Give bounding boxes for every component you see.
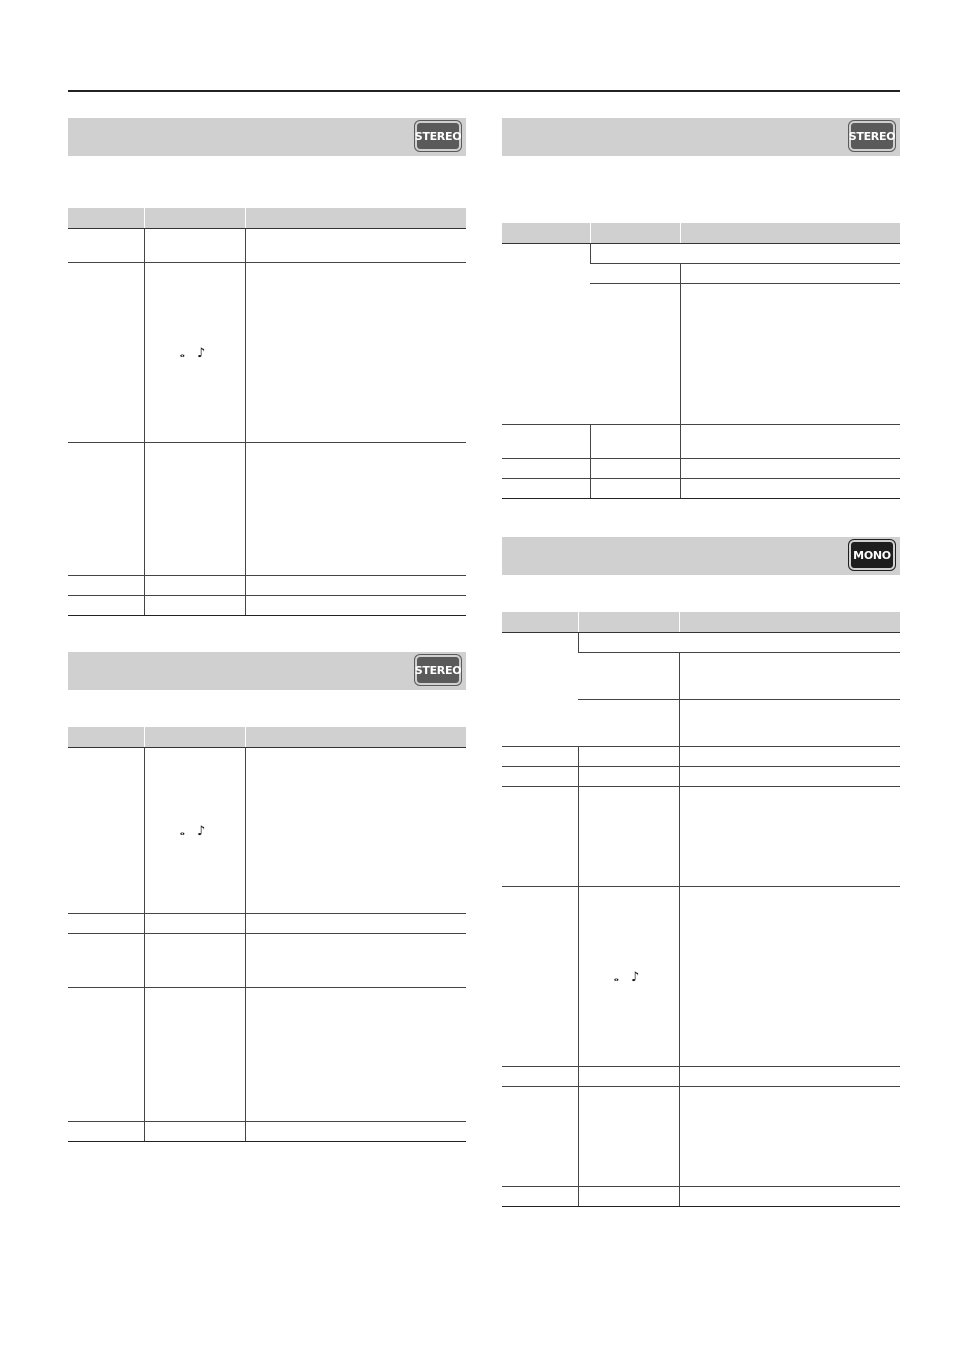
table-row xyxy=(502,1187,900,1207)
table-row xyxy=(68,748,466,914)
note-value-icon: 𝅝 ♪ xyxy=(613,969,644,985)
table-row xyxy=(502,425,900,459)
stereo-badge: STEREO xyxy=(415,655,461,685)
table-row xyxy=(68,576,466,596)
section-2-table xyxy=(68,727,466,1142)
table-row xyxy=(68,596,466,616)
section-2-header xyxy=(68,652,466,690)
table-row xyxy=(68,229,466,263)
table-row xyxy=(502,767,900,787)
table-row xyxy=(68,988,466,1122)
table-row xyxy=(68,934,466,988)
section-4-table xyxy=(502,612,900,1207)
table-row xyxy=(68,914,466,934)
table-row xyxy=(502,1087,900,1187)
table-row xyxy=(68,263,466,443)
table-header-row xyxy=(68,208,466,229)
section-3 xyxy=(502,118,900,156)
table-row xyxy=(68,1122,466,1142)
section-1 xyxy=(68,118,466,156)
section-4-header xyxy=(502,537,900,575)
table-row xyxy=(502,887,900,1067)
note-value-icon: 𝅝 ♪ xyxy=(179,823,210,839)
section-2 xyxy=(68,652,466,690)
section-1-header xyxy=(68,118,466,156)
table-row xyxy=(502,459,900,479)
table-row xyxy=(502,479,900,499)
top-rule xyxy=(68,90,900,92)
table-header-row xyxy=(502,223,900,244)
section-3-table xyxy=(502,223,900,499)
table-header-row xyxy=(502,612,900,633)
section-4 xyxy=(502,537,900,575)
table-row xyxy=(502,1067,900,1087)
section-3-header xyxy=(502,118,900,156)
table-row xyxy=(502,747,900,767)
table-row xyxy=(502,787,900,887)
stereo-badge: STEREO xyxy=(415,121,461,151)
note-value-icon: 𝅝 ♪ xyxy=(179,345,210,361)
stereo-badge: STEREO xyxy=(849,121,895,151)
section-1-table xyxy=(68,208,466,616)
table-row xyxy=(502,244,900,264)
mono-badge: MONO xyxy=(849,540,895,570)
table-header-row xyxy=(68,727,466,748)
table-row xyxy=(68,443,466,576)
table-row xyxy=(502,633,900,653)
